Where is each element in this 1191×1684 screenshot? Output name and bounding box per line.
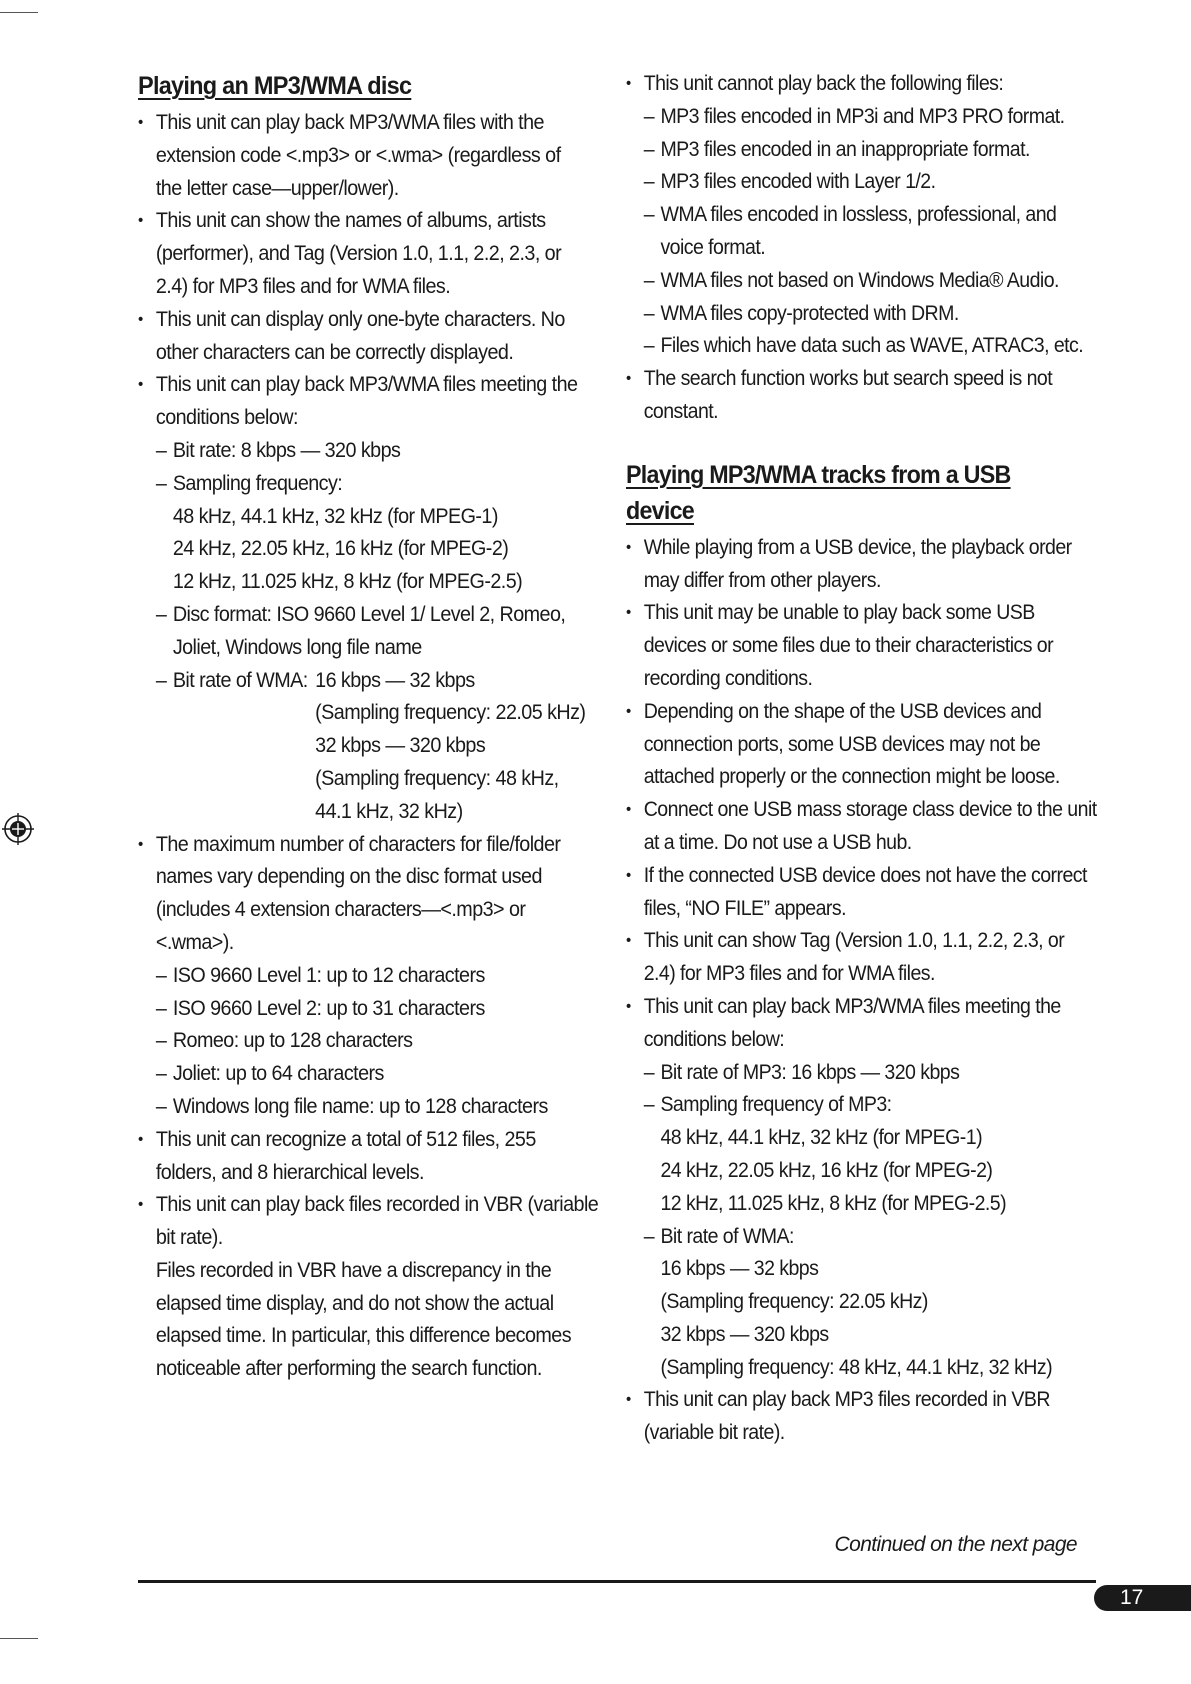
text-line: • The search function works but search speed is not — [643, 367, 1053, 391]
page-number: 17 — [1094, 1585, 1191, 1611]
bullet-item — [626, 696, 1060, 794]
dash-item: – MP3 files encoded in MP3i and MP3 PRO format. — [644, 101, 1055, 134]
dash-item: – Files which have data such as WAVE, ATRAC3, etc. — [644, 330, 1055, 363]
text-line: the letter case—upper/lower). — [155, 176, 399, 200]
dash-item: – Bit rate: 8 kbps — 320 kbps — [156, 435, 552, 468]
dash-item: – Joliet: up to 64 characters — [156, 1058, 552, 1091]
crop-mark-bottom — [0, 1638, 38, 1639]
text-line: folders, and 8 hierarchical levels. — [155, 1160, 424, 1184]
text-line: 48 kHz, 44.1 kHz, 32 kHz (for MPEG-1) — [660, 1126, 983, 1150]
text-line: – WMA files encoded in lossless, professional, and — [660, 203, 1057, 227]
bullet-item — [626, 1384, 1054, 1450]
dash-item — [156, 665, 586, 829]
text-line: devices or some files due to their characteristics or — [643, 634, 1054, 658]
text-line: connection ports, some USB devices may not be — [643, 732, 1041, 756]
text-line: (includes 4 extension characters—<.mp3> or — [155, 898, 526, 922]
bullet-item — [626, 794, 1097, 860]
dash-item — [644, 1221, 1055, 1385]
text-line: conditions below: — [155, 406, 298, 430]
text-line: • This unit can recognize a total of 512 files, 255 — [155, 1127, 536, 1151]
text-line: 48 kHz, 44.1 kHz, 32 kHz (for MPEG-1) — [172, 504, 498, 528]
text-line: elapsed time. In particular, this difference becomes — [155, 1324, 572, 1348]
text-line: voice format. — [660, 235, 766, 259]
bullet-item — [138, 1189, 599, 1386]
text-line: • If the connected USB device does not have the correct — [643, 863, 1087, 887]
section-heading-mp3-wma-disc: Playing an MP3/WMA disc — [138, 72, 412, 100]
text-line: names vary depending on the disc format used — [155, 865, 542, 889]
dash-item — [156, 468, 552, 599]
dash-item: – Romeo: up to 128 characters — [156, 1025, 552, 1058]
dash-item: – MP3 files encoded with Layer 1/2. — [644, 166, 1055, 199]
text-line: • This unit can display only one-byte characters. No — [155, 307, 565, 331]
footer-rule — [138, 1580, 1096, 1583]
text-line: • Connect one USB mass storage class device to the unit — [643, 798, 1097, 822]
crop-mark-top — [0, 12, 38, 13]
text-line: • While playing from a USB device, the playback order — [643, 535, 1072, 559]
bullet-item — [626, 363, 1054, 429]
disc-bullet-list — [138, 107, 599, 1386]
text-line: • This unit can play back MP3 files recorded in VBR — [643, 1388, 1050, 1412]
text-line: 32 kbps — 320 kbps — [660, 1322, 829, 1346]
wma-bitrate-label: – Bit rate of WMA: — [172, 668, 308, 692]
dash-item: – MP3 files encoded in an inappropriate format. — [644, 134, 1055, 167]
dash-item: – WMA files not based on Windows Media® Audio. — [644, 265, 1055, 298]
text-line: – Sampling frequency of MP3: — [660, 1093, 892, 1117]
text-line: • Depending on the shape of the USB devices and — [643, 699, 1042, 723]
text-line: 24 kHz, 22.05 kHz, 16 kHz (for MPEG-2) — [172, 537, 509, 561]
continued-note: Continued on the next page — [834, 1533, 1077, 1556]
text-line: 16 kbps — 32 kbps — [315, 668, 475, 692]
dash-item: – ISO 9660 Level 1: up to 12 characters — [156, 960, 552, 993]
bullet-item — [138, 369, 586, 828]
text-line: Joliet, Windows long file name — [172, 635, 422, 659]
text-line: (variable bit rate). — [643, 1421, 785, 1445]
dash-item: – Windows long file name: up to 128 characters — [156, 1091, 552, 1124]
unsupported-dash-list — [644, 101, 1084, 363]
text-line: • This unit can show the names of albums, artists — [155, 209, 546, 233]
text-line: – Sampling frequency: — [172, 471, 343, 495]
wma-bitrate-values — [315, 665, 585, 829]
registration-mark-icon — [2, 813, 34, 845]
text-line: • This unit can play back MP3/WMA files with the — [155, 111, 544, 134]
dash-item — [644, 1089, 1055, 1220]
text-line: elapsed time display, and do not show the actual — [155, 1291, 554, 1315]
text-line: • This unit cannot play back the following files: — [643, 72, 1004, 95]
text-line: conditions below: — [643, 1027, 785, 1051]
section-heading-usb-device: Playing MP3/WMA tracks from a USB device — [626, 460, 1011, 525]
bullet-item — [626, 68, 1084, 363]
text-line: recording conditions. — [643, 666, 813, 690]
text-line: – Bit rate of WMA: — [660, 1224, 794, 1248]
bullet-item — [626, 532, 1072, 598]
text-line: at a time. Do not use a USB hub. — [643, 830, 912, 854]
usb-conditions-list — [644, 1057, 1055, 1385]
text-line: 24 kHz, 22.05 kHz, 16 kHz (for MPEG-2) — [660, 1158, 993, 1182]
left-column — [138, 68, 599, 1386]
text-line: – Disc format: ISO 9660 Level 1/ Level 2, Romeo, — [172, 602, 566, 626]
text-line: <.wma>). — [155, 930, 234, 954]
text-line: (Sampling frequency: 48 kHz, 44.1 kHz, 32 kHz) — [660, 1355, 1053, 1379]
text-line: bit rate). — [155, 1226, 223, 1250]
text-line: 32 kbps — 320 kbps — [315, 734, 486, 758]
text-line: files, “NO FILE” appears. — [643, 896, 846, 920]
text-line: 16 kbps — 32 kbps — [660, 1257, 819, 1281]
text-line: • This unit can play back MP3/WMA files meeting the — [155, 373, 578, 397]
right-column — [626, 68, 1097, 1450]
text-line: • This unit may be unable to play back some USB — [643, 601, 1035, 625]
bullet-item — [138, 829, 561, 1124]
text-line: • The maximum number of characters for file/folder — [155, 832, 561, 856]
text-line: attached properly or the connection might be loose. — [643, 765, 1060, 789]
dash-item — [644, 199, 1055, 265]
usb-bullet-list — [626, 532, 1097, 1450]
text-line: (Sampling frequency: 22.05 kHz) — [660, 1290, 928, 1314]
text-line: 2.4) for MP3 files and for WMA files. — [155, 274, 451, 298]
bullet-item — [626, 597, 1054, 695]
text-line: noticeable after performing the search function. — [155, 1357, 542, 1381]
bullet-item — [626, 991, 1061, 1385]
text-line: 44.1 kHz, 32 kHz) — [315, 799, 463, 823]
text-line: • This unit can play back files recorded in VBR (variable — [155, 1193, 599, 1217]
bullet-item — [626, 860, 1087, 926]
text-line: 12 kHz, 11.025 kHz, 8 kHz (for MPEG-2.5) — [660, 1191, 1007, 1215]
text-line: (Sampling frequency: 48 kHz, — [315, 766, 559, 790]
text-line: extension code <.mp3> or <.wma> (regardless of — [155, 143, 561, 167]
dash-item: – ISO 9660 Level 2: up to 31 characters — [156, 993, 552, 1026]
text-line: 12 kHz, 11.025 kHz, 8 kHz (for MPEG-2.5) — [172, 570, 523, 594]
dash-item — [156, 599, 566, 665]
dash-item: – Bit rate of MP3: 16 kbps — 320 kbps — [644, 1057, 1055, 1090]
text-line: • This unit can show Tag (Version 1.0, 1.1, 2.2, 2.3, or — [643, 929, 1065, 953]
text-line: 2.4) for MP3 files and for WMA files. — [643, 962, 935, 986]
text-line: (Sampling frequency: 22.05 kHz) — [315, 701, 586, 725]
text-line: Files recorded in VBR have a discrepancy in the — [155, 1258, 552, 1282]
dash-item: – WMA files copy-protected with DRM. — [644, 298, 1055, 331]
conditions-list — [156, 435, 586, 829]
bullet-item — [626, 925, 1065, 991]
bullet-item — [138, 205, 562, 303]
text-line: • This unit can play back MP3/WMA files meeting the — [643, 994, 1061, 1018]
text-line: constant. — [643, 399, 719, 423]
unsupported-files-list — [626, 68, 1084, 429]
text-line: (performer), and Tag (Version 1.0, 1.1, 2.2, 2.3, or — [155, 242, 562, 266]
text-line: other characters can be correctly displayed. — [155, 340, 514, 364]
bullet-item — [138, 1124, 552, 1190]
bullet-item — [138, 107, 561, 205]
character-limits-list — [156, 960, 552, 1124]
bullet-item — [138, 304, 565, 370]
text-line: may differ from other players. — [643, 568, 881, 592]
